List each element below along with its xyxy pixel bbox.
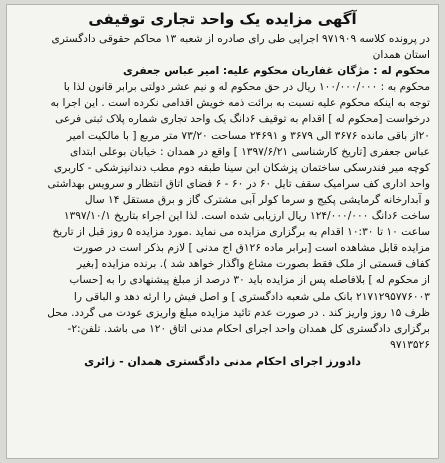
notice-line: ساخت ۶دانگ ۱۲۴/۰۰۰/۰۰۰ ریال ارزیابی شده است. لذا این اجراء بتاریخ ۱۳۹۷/۱۰/۱ [63,210,430,223]
notice-line: و آبدارخانه گرمایشی پکیج و سرما کولر آبی مشترک گاز و برق مستقل ۱۴ سال [84,193,430,206]
notice-line: استان همدان [372,49,430,62]
notice-line-parties: محکوم له : مژگان غفاریان محکوم علیه: امیر عباس جعفری [123,65,430,78]
notice-line: درخواست [محکوم له ] اقدام به توقیف ۶دانگ یک واحد تجاری شماره پلاک ثبتی فرعی [55,113,430,126]
notice-page [6,4,439,459]
notice-body [15,31,430,353]
notice-line: محکوم به : ۱۰۰/۰۰۰/۰۰۰ ریال در حق محکوم له و نیم عشر دولتی برابر قانون لذا با [63,81,430,94]
notice-line: برگزاری دادگستری کل همدان واحد اجرای احکام مدنی اتاق ۱۲۰ می باشد. تلفن:۲- [67,322,430,335]
notice-line: عباس جعفری [تاریخ کارشناسی ۱۳۹۷/۶/۲۱ ] واقع در همدان : خیابان بوعلی ابتدای [69,145,430,158]
notice-line: ۲۰از باقی مانده ۳۶۷۶ الی ۳۶۷۹ و ۲۴۶۹۱ مساحت ۷۳/۲۰ متر مربع [ با مالکیت امیر [66,129,430,142]
notice-line: کوچه میر فندرسکی ساختمان پزشکان ابن سینا طبقه دوم مطب دندانپزشکی - کاربری [53,161,430,174]
notice-title: آگهی مزایده یک واحد تجاری توقیفی [88,10,357,28]
notice-line: از محکوم له ] بلافاصله پس از مزایده باید ۳۰ درصد از مبلغ پیشنهادی را به [حساب [69,274,430,287]
notice-line: واحد اداری کف سرامیک سقف تایل ۶۰ در ۶۰ - ۶ فضای اتاق انتظار و سرویس بهداشتی [47,177,430,190]
notice-signature: دادورز اجرای احکام مدنی دادگستری همدان - زائری [84,354,361,368]
notice-line: کفاف قسمتی از ملک فقط بصورت مشاع واگذار خواهد شد ). برنده مزایده [بغیر [76,258,430,271]
notice-line: ۲۱۷۱۲۹۵۷۷۶۰۰۳ بانک ملی شعبه دادگستری ] و اصل فیش را ارئه دهد و الباقی را [73,290,430,303]
notice-line: ظرف ۱۵ روز واریز کند . در صورت عدم تائید مزایده مبلغ واریزی عودت می گردد. محل [47,306,430,319]
notice-line: مزایده قابل مشاهده است [برابر ماده ۱۲۶ق اج مدنی ] لازم بذکر است در صورت [72,242,430,255]
notice-line: توجه به اینکه محکوم علیه نسبت به برائت ذمه خویش اقدامی نکرده است . این اجرا به [50,97,430,110]
notice-line: ساعت ۱۰ تا ۱۰:۳۰ اقدام به برگزاری مزایده می نماید .مورد مزایده ۵ روز قبل از تاریخ [52,226,430,239]
notice-line: ۹۷۱۳۵۲۶ [390,338,430,351]
notice-line: در پرونده کلاسه ۹۷۱۹۰۹ اجرایی طی رای صادره از شعبه ۱۳ محاکم حقوقی دادگستری [51,33,430,45]
